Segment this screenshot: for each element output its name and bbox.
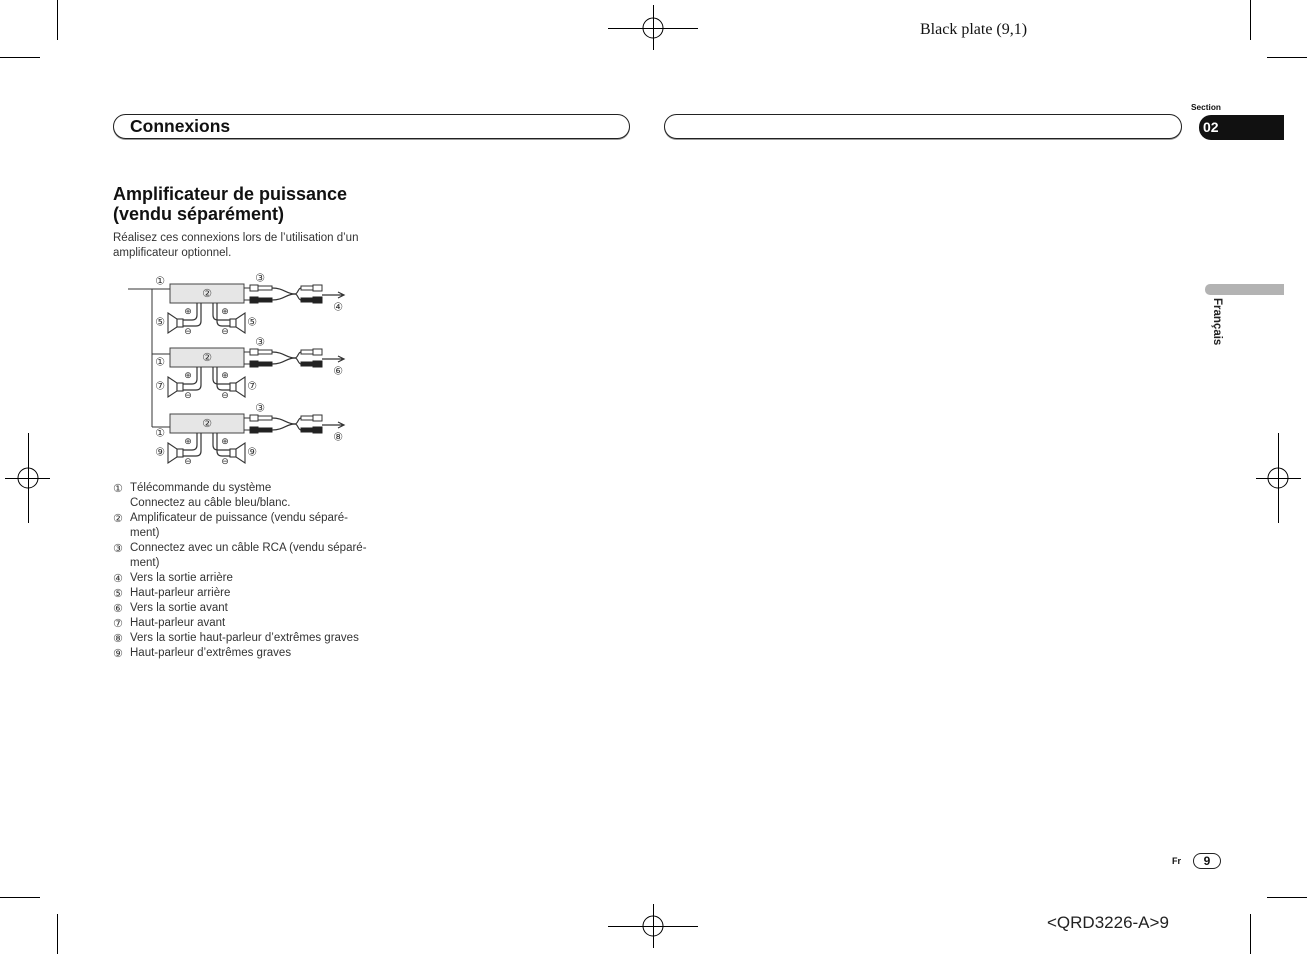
crop-mark-bottom-right [1251, 898, 1307, 954]
legend-item [113, 586, 367, 601]
rca-wire [272, 358, 301, 364]
speaker-marker: ⑦ [247, 379, 257, 393]
legend-line: Vers la sortie haut-parleur d’extrêmes graves [130, 631, 359, 644]
rca-plug-white-tip [258, 416, 272, 420]
plate-label: Black plate (9,1) [920, 21, 1028, 38]
minus-terminal: ⊖ [184, 457, 192, 467]
legend-line: Haut-parleur avant [130, 616, 226, 629]
rca-plug-white [250, 285, 258, 291]
legend-line: ment) [130, 526, 160, 539]
intro-line: amplificateur optionnel. [113, 246, 232, 259]
rca-plug-white [250, 415, 258, 421]
amplifier-block-rear [155, 272, 344, 338]
legend-line: Télécommande du système [130, 481, 272, 494]
speaker-marker: ⑨ [155, 445, 165, 459]
legend-line: Vers la sortie avant [130, 601, 228, 614]
speaker-cone [168, 377, 177, 397]
rca-plug-white-tip [258, 286, 272, 290]
minus-terminal: ⊖ [221, 327, 229, 337]
legend-text [130, 616, 225, 631]
legend-item [113, 631, 367, 646]
rca-plug-red-tip [301, 362, 313, 366]
legend-line: Connectez au câble bleu/blanc. [130, 496, 291, 509]
speaker-marker: ⑤ [155, 315, 165, 329]
rca-plug-white-tip [258, 350, 272, 354]
plus-terminal: ⊕ [184, 307, 192, 317]
registration-mark-bottom [608, 904, 698, 948]
speaker-magnet [230, 449, 236, 457]
rca-wire [272, 294, 301, 300]
speaker-right [230, 313, 245, 333]
rca-plug-white [313, 349, 322, 355]
rca-cable [244, 415, 322, 433]
plus-terminal: ⊕ [221, 307, 229, 317]
legend-marker: ⑧ [113, 631, 123, 645]
rca-plug-red [250, 361, 258, 367]
subsection-heading [113, 184, 347, 224]
plus-terminal: ⊕ [221, 371, 229, 381]
rca-plug-white-tip [301, 350, 313, 354]
page-number: 9 [1193, 853, 1221, 869]
minus-terminal: ⊖ [184, 391, 192, 401]
speaker-marker: ⑦ [155, 379, 165, 393]
speaker-magnet [177, 449, 183, 457]
amplifier-marker: ② [202, 351, 212, 364]
rca-cable [244, 349, 322, 367]
speaker-cone [236, 443, 245, 463]
legend-text [130, 481, 290, 511]
minus-terminal: ⊖ [221, 391, 229, 401]
output-marker: ⑧ [333, 430, 343, 444]
heading-line: Amplificateur de puissance [113, 184, 348, 204]
section-label: Section [1191, 102, 1221, 112]
rca-plug-red-tip [258, 428, 272, 432]
output-arrow [322, 356, 344, 362]
minus-terminal: ⊖ [184, 327, 192, 337]
registration-mark-top [608, 5, 698, 50]
rca-wire [272, 418, 301, 424]
remote-marker: ① [155, 355, 165, 369]
speaker-left [168, 377, 183, 397]
rca-plug-red [313, 427, 322, 433]
minus-terminal: ⊖ [221, 457, 229, 467]
legend-text [130, 511, 348, 541]
speaker-cone [168, 443, 177, 463]
legend-item [113, 571, 367, 586]
rca-marker: ③ [255, 401, 265, 415]
rca-plug-red [250, 427, 258, 433]
rca-plug-red-tip [258, 362, 272, 366]
amplifier-marker: ② [202, 417, 212, 430]
intro-line: Réalisez ces connexions lors de l’utilisation d’un [113, 231, 359, 244]
legend-marker: ⑥ [113, 601, 123, 615]
plus-terminal: ⊕ [184, 437, 192, 447]
legend-line: Haut-parleur arrière [130, 586, 231, 599]
rca-plug-white-tip [301, 416, 313, 420]
rca-plug-red [313, 297, 322, 303]
legend-line: Connectez avec un câble RCA (vendu séparé- [130, 541, 367, 554]
intro-paragraph [113, 231, 358, 261]
speaker-magnet [177, 319, 183, 327]
rca-marker: ③ [255, 335, 265, 349]
language-code: Fr [1172, 856, 1181, 866]
remote-marker: ① [155, 426, 165, 440]
section-header-bar-right [664, 114, 1182, 139]
registration-mark-left [5, 433, 50, 523]
legend-marker: ① [113, 481, 123, 495]
registration-mark-right [1256, 433, 1301, 523]
rca-plug-red-tip [301, 298, 313, 302]
section-number-tab [1199, 115, 1284, 140]
legend-item [113, 511, 367, 541]
rca-lead [244, 418, 250, 430]
speaker-right [230, 443, 245, 463]
speaker-right [230, 377, 245, 397]
amplifier-block-front [155, 336, 344, 402]
legend-line: Haut-parleur d’extrêmes graves [130, 646, 292, 659]
rca-marker: ③ [255, 271, 265, 285]
legend-marker: ⑨ [113, 646, 123, 660]
rca-wire [272, 288, 301, 294]
output-marker: ④ [333, 300, 343, 314]
rca-plug-red [250, 297, 258, 303]
rca-plug-red-tip [258, 298, 272, 302]
speaker-cone [168, 313, 177, 333]
diagram-legend [113, 481, 367, 661]
heading-line: (vendu séparément) [113, 204, 285, 224]
rca-plug-white [313, 415, 322, 421]
amplifier-marker: ② [202, 287, 212, 300]
speaker-magnet [230, 383, 236, 391]
legend-marker: ③ [113, 541, 123, 555]
rca-plug-white [313, 285, 322, 291]
amplifier-wiring-diagram [120, 268, 360, 473]
plus-terminal: ⊕ [184, 371, 192, 381]
rca-plug-red [313, 361, 322, 367]
rca-plug-red-tip [301, 428, 313, 432]
section-header-bar [113, 114, 630, 139]
amplifier-block-subwoofer [155, 402, 344, 468]
crop-mark-top-right [1251, 0, 1307, 58]
rca-lead [244, 352, 250, 364]
legend-marker: ② [113, 511, 123, 525]
legend-line: ment) [130, 556, 160, 569]
legend-marker: ④ [113, 571, 123, 585]
speaker-marker: ⑤ [247, 315, 257, 329]
rca-plug-white-tip [301, 286, 313, 290]
legend-item [113, 481, 367, 511]
legend-item [113, 541, 367, 571]
legend-item [113, 616, 367, 631]
output-arrow [322, 422, 344, 428]
remote-marker: ① [155, 274, 165, 288]
document-code: <QRD3226-A>9 [1047, 913, 1169, 932]
speaker-left [168, 313, 183, 333]
legend-text [130, 586, 230, 601]
legend-marker: ⑦ [113, 616, 123, 630]
output-arrow [322, 292, 344, 298]
legend-marker: ⑤ [113, 586, 123, 600]
legend-item [113, 646, 367, 661]
legend-line: Amplificateur de puissance (vendu séparé- [130, 511, 348, 524]
rca-plug-white [250, 349, 258, 355]
rca-cable [244, 285, 322, 303]
legend-item [113, 601, 367, 616]
legend-text [130, 571, 233, 586]
crop-mark-bottom-left [0, 898, 58, 954]
rca-wire [272, 352, 301, 358]
output-marker: ⑥ [333, 364, 343, 378]
speaker-magnet [177, 383, 183, 391]
speaker-left [168, 443, 183, 463]
legend-line: Vers la sortie arrière [130, 571, 233, 584]
language-tab-marker [1205, 284, 1284, 295]
section-title: Connexions [130, 116, 231, 136]
legend-text [130, 631, 359, 646]
rca-wire [272, 424, 301, 430]
language-tab-label: Français [1211, 298, 1223, 346]
speaker-marker: ⑨ [247, 445, 257, 459]
rca-lead [244, 288, 250, 300]
section-number: 02 [1203, 119, 1219, 135]
speaker-cone [236, 377, 245, 397]
speaker-cone [236, 313, 245, 333]
legend-text [130, 541, 367, 571]
plus-terminal: ⊕ [221, 437, 229, 447]
crop-mark-top-left [0, 0, 58, 58]
legend-text [130, 646, 291, 661]
speaker-magnet [230, 319, 236, 327]
legend-text [130, 601, 228, 616]
